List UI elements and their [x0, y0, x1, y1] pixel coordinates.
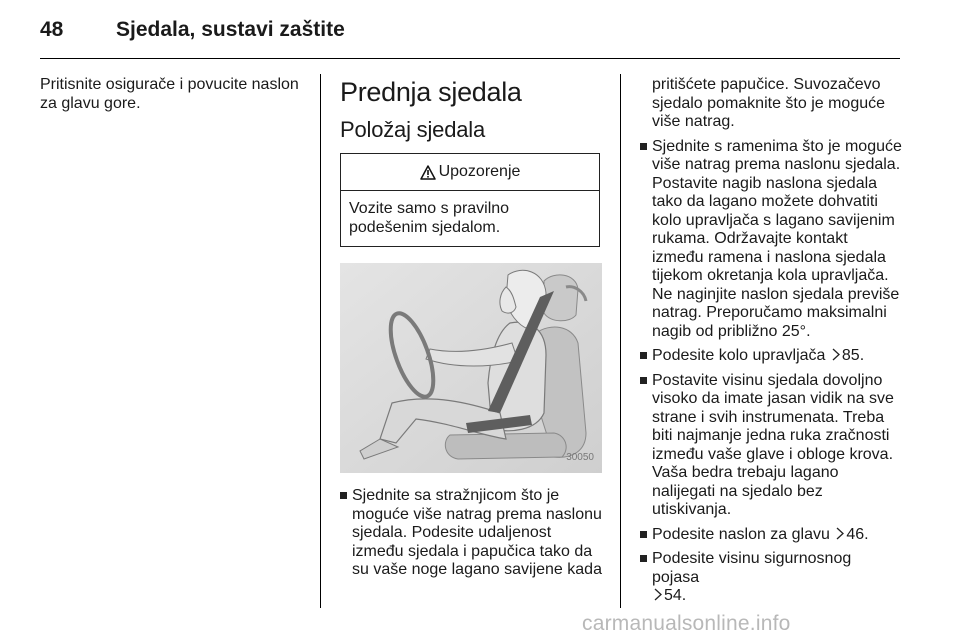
list-item-text: Podesite visinu sigurnosnog pojasa	[652, 550, 852, 586]
warning-body: Vozite samo s pravilno podešenim sjedalom.	[349, 200, 510, 236]
bullet-list-middle	[340, 487, 602, 580]
page-reference-icon	[653, 588, 663, 601]
list-item	[640, 550, 902, 606]
headrest-instruction: Pritisnite osigurače i povucite naslon za glavu gore.	[40, 76, 299, 112]
page-reference-icon	[835, 527, 845, 540]
list-item	[640, 138, 902, 342]
list-item-text: Podesite naslon za glavu	[652, 525, 830, 543]
column-right	[640, 74, 902, 606]
header-rule	[40, 58, 900, 59]
list-item-text: Sjednite sa stražnjicom što je moguće više natrag prema naslonu sjedala. Podesite udaljenost između sjedala i papučica tako da su vaše noge lagano savijene kada	[352, 487, 602, 578]
seating-position-illustration	[340, 263, 602, 473]
bullet-square-icon	[640, 352, 647, 359]
list-item-text: Sjednite s ramenima što je moguće više natrag prema naslonu sjedala. Postavite nagib naslona sjedala tako da lagano možete dohvatiti kolo upravljača s lagano savijenim rukama. Održavajte kontakt između ramena i naslona sjedala tijekom okretanja kola upravljača. Ne naginjite naslon sjedala previše natrag. Preporučamo maksimalni nagib od približno 25°.	[652, 137, 902, 340]
subsection-heading: Položaj sjedala	[340, 117, 485, 142]
page-reference-link[interactable]: 85.	[841, 347, 865, 364]
bullet-list-right	[640, 138, 902, 606]
bullet-square-icon	[640, 377, 647, 384]
page-reference-link[interactable]: 46.	[846, 525, 869, 543]
warning-box	[340, 153, 600, 247]
running-title: Sjedala, sustavi zaštite	[116, 18, 345, 41]
section-heading: Prednja sjedala	[340, 77, 522, 107]
column-divider-right	[620, 74, 621, 608]
list-item-text: Podesite kolo upravljača	[652, 347, 826, 364]
page-header	[40, 18, 345, 48]
figure-number: 30050	[566, 451, 594, 463]
column-divider-left	[320, 74, 321, 608]
continued-text: pritišćete papučice. Suvozačevo sjedalo pomaknite što je moguće više natrag.	[652, 76, 886, 130]
list-item	[640, 347, 902, 366]
list-item	[640, 526, 902, 545]
column-middle	[340, 74, 602, 580]
watermark: carmanualsonline.info	[582, 612, 791, 635]
bullet-square-icon	[340, 492, 347, 499]
bullet-square-icon	[640, 531, 647, 538]
warning-header	[341, 154, 599, 191]
page-reference-link[interactable]: 54.	[664, 587, 687, 604]
bullet-square-icon	[640, 555, 647, 562]
warning-triangle-icon	[420, 165, 436, 180]
page-reference-icon	[831, 348, 841, 361]
list-item	[640, 372, 902, 520]
bullet-square-icon	[640, 143, 647, 150]
warning-title: Upozorenje	[438, 162, 521, 180]
driver-seat-drawing	[340, 263, 602, 473]
list-item	[340, 487, 602, 580]
list-item-text: Postavite visinu sjedala dovoljno visoko da imate jasan vidik na sve strane i svih instrumenata. Treba biti najmanje jedna ruka zračnosti između vaše glave i obloge krova. Vaša bedra trebaju lagano nalijegati na sjedalo bez utiskivanja.	[652, 371, 894, 518]
page-number: 48	[40, 18, 64, 41]
column-left	[40, 74, 308, 113]
